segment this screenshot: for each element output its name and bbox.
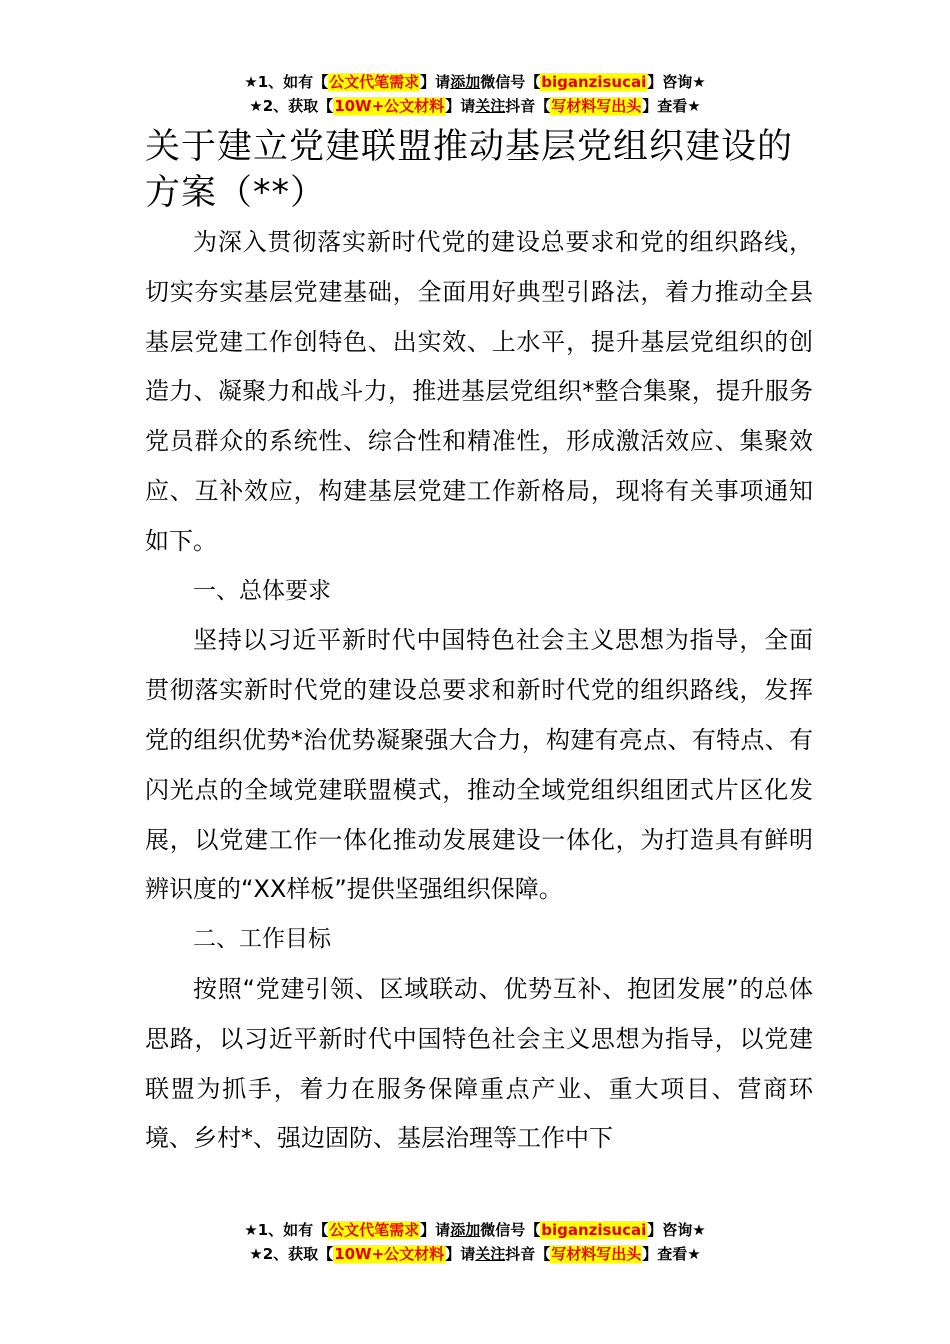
banner-line-1 — [0, 70, 950, 94]
header-banner — [0, 70, 950, 118]
banner-text: 】请 — [445, 97, 476, 115]
banner-text: ★2、获取【 — [249, 97, 334, 115]
banner-text: 】查看★ — [642, 97, 701, 115]
banner-text: ★1、如有【 — [244, 1221, 329, 1239]
document-body — [145, 218, 813, 1164]
banner-text: ★2、获取【 — [249, 1245, 334, 1263]
banner-highlight: 公文代笔需求 — [329, 1221, 420, 1239]
banner-highlight: 写材料写出头 — [551, 1245, 642, 1263]
banner-underlined-text: 添加 — [450, 1221, 481, 1239]
paragraph-section-1: 坚持以习近平新时代中国特色社会主义思想为指导，全面贯彻落实新时代党的建设总要求和新时代党的组织路线，发挥党的组织优势*治优势凝聚强大合力，构建有亮点、有特点、有闪光点的全域党建联盟模式，推动全域党组织组团式片区化发展，以党建工作一体化推动发展建设一体化，为打造具有鲜明辨识度的“XX样板”提供坚强组织保障。 — [145, 626, 813, 904]
banner-text: 】咨询★ — [647, 1221, 706, 1239]
banner-text: ★1、如有【 — [244, 73, 329, 91]
banner-highlight: 写材料写出头 — [551, 97, 642, 115]
section-heading-2: 二、工作目标 — [193, 926, 331, 953]
banner-underlined-text: 关注 — [475, 1245, 506, 1263]
paragraph-intro: 为深入贯彻落实新时代党的建设总要求和党的组织路线，切实夯实基层党建基础，全面用好典型引路法，着力推动全县基层党建工作创特色、出实效、上水平，提升基层党组织的创造力、凝聚力和战斗力，推进基层党组织*整合集聚，提升服务党员群众的系统性、综合性和精准性，形成激活效应、集聚效应、互补效应，构建基层党建工作新格局，现将有关事项通知如下。 — [145, 228, 813, 555]
banner-text: 】咨询★ — [647, 73, 706, 91]
banner-line-2 — [0, 94, 950, 118]
banner-text: 】请 — [420, 1221, 451, 1239]
banner-highlight: biganzisucai — [541, 1221, 647, 1239]
banner-underlined-text: 添加 — [450, 73, 481, 91]
banner-text: 】请 — [445, 1245, 476, 1263]
banner-highlight: biganzisucai — [541, 73, 647, 91]
banner-highlight: 10W+公文材料 — [334, 97, 445, 115]
document-title: 关于建立党建联盟推动基层党组织建设的方案（**） — [145, 127, 794, 213]
banner-text: 微信号【 — [480, 73, 541, 91]
banner-highlight: 公文代笔需求 — [329, 73, 420, 91]
paragraph-section-2: 按照“党建引领、区域联动、优势互补、抱团发展”的总体思路，以习近平新时代中国特色社会主义思想为指导，以党建联盟为抓手，着力在服务保障重点产业、重大项目、营商环境、乡村*、强边固防、基层治理等工作中下 — [145, 974, 813, 1153]
banner-text: 抖音【 — [505, 1245, 551, 1263]
banner-text: 】请 — [420, 73, 451, 91]
banner-text: 】查看★ — [642, 1245, 701, 1263]
banner-text: 微信号【 — [480, 1221, 541, 1239]
banner-text: 抖音【 — [505, 97, 551, 115]
banner-line-1 — [0, 1218, 950, 1242]
footer-banner — [0, 1218, 950, 1266]
banner-highlight: 10W+公文材料 — [334, 1245, 445, 1263]
banner-underlined-text: 关注 — [475, 97, 506, 115]
banner-line-2 — [0, 1242, 950, 1266]
section-heading-1: 一、总体要求 — [193, 577, 331, 604]
